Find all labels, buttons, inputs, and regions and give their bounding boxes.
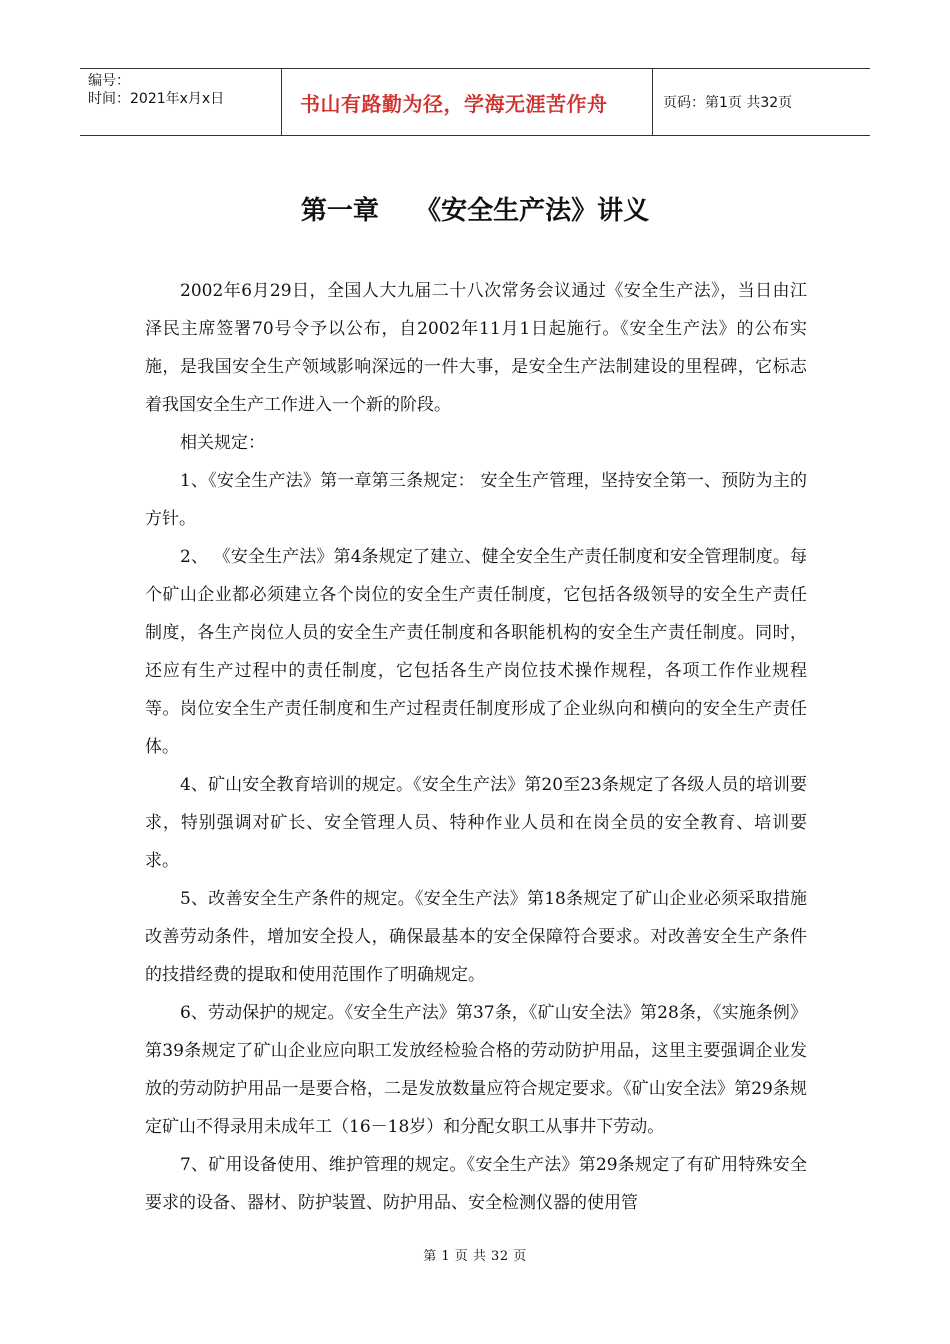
- paragraph: 2、 《安全生产法》第4条规定了建立、健全安全生产责任制度和安全管理制度。每个矿山企业都必须建立各个岗位的安全生产责任制度，它包括各级领导的安全生产责任制度，各生产岗位人员的安全生产责任制度和各职能机构的安全生产责任制度。同时，还应有生产过程中的责任制度，它包括各生产岗位技术操作规程，各项工作作业规程等。岗位安全生产责任制度和生产过程责任制度形成了企业纵向和横向的安全生产责任体。: [145, 547, 807, 757]
- number-label: 编号：: [88, 73, 130, 89]
- time-label: 时间：2021年x月x日: [88, 91, 225, 107]
- header-meta: [80, 69, 281, 135]
- header-motto-cell: [281, 69, 653, 135]
- body-content: [145, 272, 807, 1222]
- paragraph: 1、《安全生产法》第一章第三条规定： 安全生产管理，坚持安全第一、预防为主的方针。: [145, 471, 807, 529]
- chapter-title: 第一章 《安全生产法》讲义: [300, 196, 650, 226]
- paragraph: 相关规定：: [180, 433, 265, 453]
- paragraph: 6、劳动保护的规定。《安全生产法》第37条，《矿山安全法》第28条，《实施条例》第39条规定了矿山企业应向职工发放经检验合格的劳动防护用品，这里主要强调企业发放的劳动防护用品一是要合格，二是发放数量应符合规定要求。《矿山安全法》第29条规定矿山不得录用未成年工（16－18岁）和分配女职工从事井下劳动。: [145, 1003, 807, 1137]
- page-label: 页码：第1页 共32页: [663, 95, 793, 111]
- paragraph: 2002年6月29日，全国人大九届二十八次常务会议通过《安全生产法》，当日由江泽民主席签署70号令予以公布，自2002年11月1日起施行。《安全生产法》的公布实施，是我国安全生产领域影响深远的一件大事，是安全生产法制建设的里程碑，它标志着我国安全生产工作进入一个新的阶段。: [145, 281, 807, 415]
- document-header: [80, 68, 870, 136]
- motto-text: 书山有路勤为径，学海无涯苦作舟: [300, 91, 608, 116]
- header-page-cell: [653, 69, 870, 135]
- paragraph: 7、矿用设备使用、维护管理的规定。《安全生产法》第29条规定了有矿用特殊安全要求的设备、器材、防护装置、防护用品、安全检测仪器的使用管: [145, 1155, 807, 1213]
- paragraph: 5、改善安全生产条件的规定。《安全生产法》第18条规定了矿山企业必须采取措施改善劳动条件，增加安全投人，确保最基本的安全保障符合要求。对改善安全生产条件的技措经费的提取和使用范围作了明确规定。: [145, 889, 807, 985]
- page-footer: 第 1 页 共 32 页: [423, 1249, 527, 1264]
- paragraph: 4、矿山安全教育培训的规定。《安全生产法》第20至23条规定了各级人员的培训要求，特别强调对矿长、安全管理人员、特种作业人员和在岗全员的安全教育、培训要求。: [145, 775, 807, 871]
